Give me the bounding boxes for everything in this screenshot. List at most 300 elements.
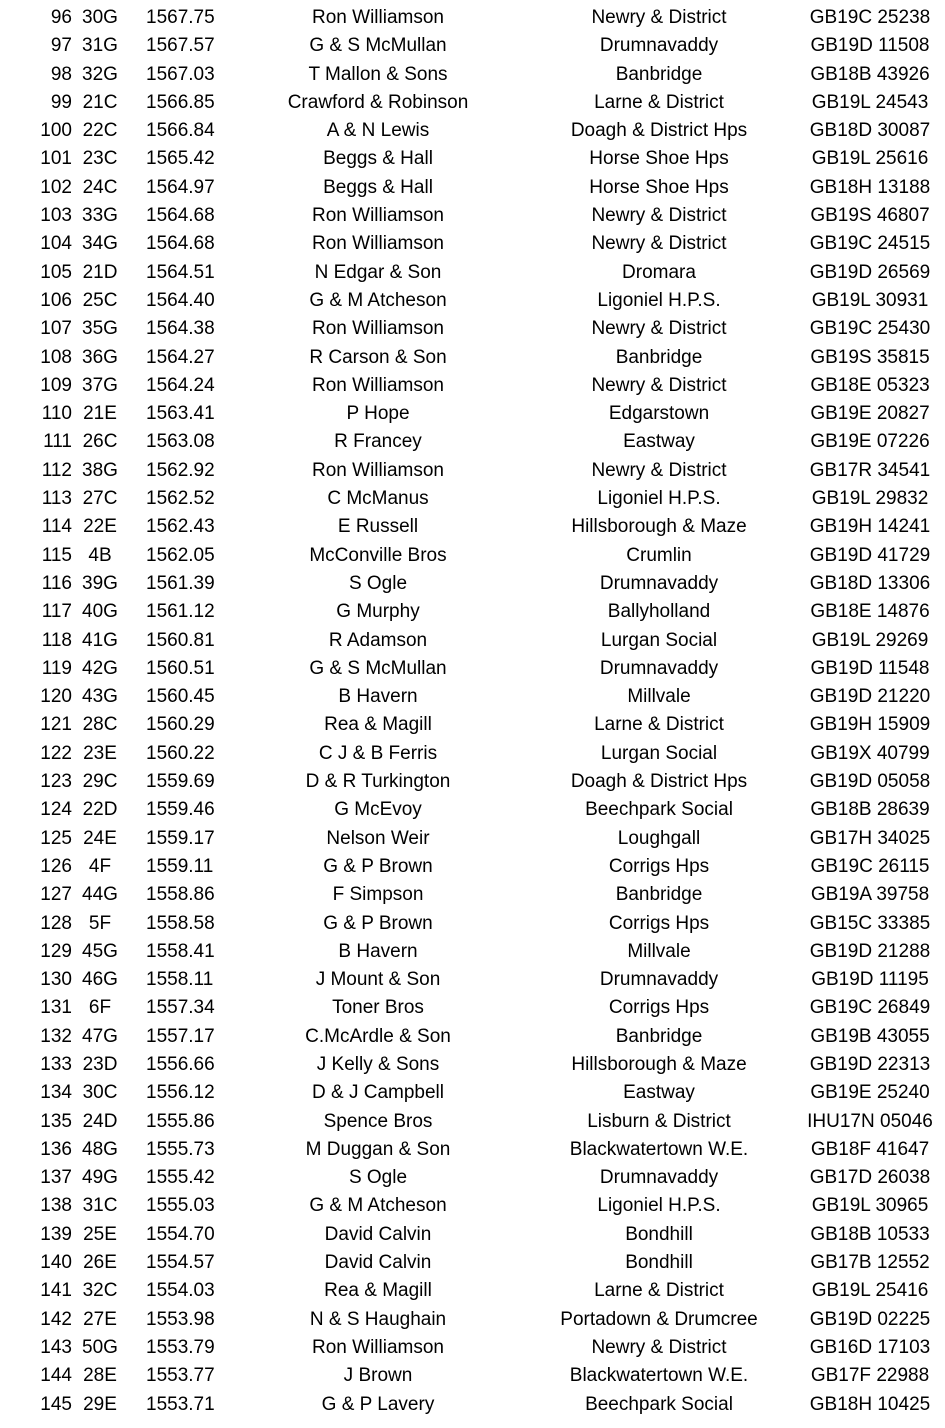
section-ref-cell: 29C [82,771,118,793]
velocity-cell: 1558.11 [146,969,214,991]
position-cell: 103 [40,205,72,227]
position-cell: 111 [43,431,72,453]
velocity-cell: 1559.46 [146,799,215,821]
section-ref-cell: 44G [82,884,118,906]
table-row [0,61,945,89]
club-cell: Horse Shoe Hps [589,148,729,170]
position-cell: 132 [40,1025,72,1047]
velocity-cell: 1567.03 [146,63,215,85]
club-cell: Eastway [623,431,695,453]
table-row [0,1108,945,1136]
section-ref-cell: 47G [82,1025,118,1047]
velocity-cell: 1555.42 [146,1167,215,1189]
ring-number-cell: GB18B 28639 [810,799,930,821]
position-cell: 131 [40,997,72,1019]
ring-number-cell: GB18D 30087 [809,120,931,142]
competitor-name-cell: R Carson & Son [309,346,447,368]
velocity-cell: 1563.08 [146,431,215,453]
velocity-cell: 1561.12 [146,601,215,623]
velocity-cell: 1558.41 [146,940,215,962]
ring-number-cell: GB19D 22313 [809,1053,931,1075]
table-row [0,768,945,796]
ring-number-cell: GB16D 17103 [809,1336,931,1358]
velocity-cell: 1559.17 [146,827,215,849]
club-cell: Larne & District [594,1280,724,1302]
club-cell: Beechpark Social [585,799,733,821]
competitor-name-cell: D & J Campbell [312,1082,444,1104]
ring-number-cell: GB19D 41729 [809,544,931,566]
position-cell: 143 [40,1336,72,1358]
table-row [0,513,945,541]
section-ref-cell: 24D [82,1110,118,1132]
club-cell: Newry & District [591,233,727,255]
club-cell: Ligoniel H.P.S. [597,289,721,311]
section-ref-cell: 45G [82,940,118,962]
velocity-cell: 1562.43 [146,516,215,538]
club-cell: Newry & District [591,1336,727,1358]
position-cell: 138 [40,1195,72,1217]
ring-number-cell: GB19L 25616 [811,148,929,170]
velocity-cell: 1565.42 [146,148,215,170]
section-ref-cell: 28E [83,1365,117,1387]
competitor-name-cell: Ron Williamson [312,1336,444,1358]
competitor-name-cell: Ron Williamson [312,233,444,255]
competitor-name-cell: J Brown [343,1365,413,1387]
competitor-name-cell: B Havern [338,686,418,708]
club-cell: Eastway [623,1082,695,1104]
competitor-name-cell: Beggs & Hall [323,176,433,198]
table-row [0,202,945,230]
position-cell: 106 [40,289,72,311]
club-cell: Banbridge [615,1025,703,1047]
club-cell: Bondhill [625,1223,693,1245]
position-cell: 115 [41,544,72,566]
section-ref-cell: 27C [82,488,118,510]
table-row [0,598,945,626]
table-row [0,1362,945,1390]
competitor-name-cell: C J & B Ferris [318,742,438,764]
ring-number-cell: GB19L 25416 [811,1280,929,1302]
section-ref-cell: 31C [82,1195,118,1217]
position-cell: 107 [40,318,72,340]
velocity-cell: 1558.58 [146,912,215,934]
ring-number-cell: GB19L 29269 [811,629,929,651]
table-row [0,1306,945,1334]
ring-number-cell: GB19C 25430 [809,318,931,340]
ring-number-cell: GB19L 30965 [811,1195,929,1217]
position-cell: 117 [41,601,72,623]
table-row [0,457,945,485]
velocity-cell: 1559.11 [146,855,214,877]
table-row [0,1192,945,1220]
section-ref-cell: 48G [82,1138,118,1160]
club-cell: Drumnavaddy [599,1167,719,1189]
ring-number-cell: GB18B 43926 [810,63,930,85]
ring-number-cell: GB19S 46807 [810,205,930,227]
competitor-name-cell: B Havern [338,940,418,962]
position-cell: 108 [40,346,72,368]
club-cell: Drumnavaddy [599,572,719,594]
table-row [0,994,945,1022]
table-row [0,881,945,909]
table-row [0,627,945,655]
competitor-name-cell: P Hope [346,403,410,425]
position-cell: 114 [41,516,72,538]
ring-number-cell: GB15C 33385 [809,912,931,934]
velocity-cell: 1564.38 [146,318,215,340]
velocity-cell: 1562.92 [146,459,215,481]
competitor-name-cell: G & M Atcheson [309,289,447,311]
velocity-cell: 1566.84 [146,120,215,142]
position-cell: 101 [40,148,72,170]
club-cell: Banbridge [615,346,703,368]
ring-number-cell: GB18B 10533 [810,1223,930,1245]
velocity-cell: 1567.75 [146,7,215,28]
ring-number-cell: GB19X 40799 [810,742,930,764]
section-ref-cell: 50G [82,1336,118,1358]
club-cell: Newry & District [591,7,727,28]
club-cell: Lurgan Social [600,742,718,764]
competitor-name-cell: David Calvin [324,1252,432,1274]
competitor-name-cell: Beggs & Hall [323,148,433,170]
section-ref-cell: 23C [82,148,118,170]
table-row [0,485,945,513]
section-ref-cell: 31G [82,35,118,57]
section-ref-cell: 21C [82,91,118,113]
section-ref-cell: 28C [82,714,118,736]
competitor-name-cell: R Adamson [328,629,428,651]
section-ref-cell: 4B [88,544,112,566]
competitor-name-cell: C.McArdle & Son [305,1025,451,1047]
table-row [0,1079,945,1107]
ring-number-cell: GB18D 13306 [809,572,931,594]
club-cell: Blackwatertown W.E. [569,1138,749,1160]
competitor-name-cell: S Ogle [348,1167,408,1189]
ring-number-cell: GB19A 39758 [810,884,930,906]
velocity-cell: 1555.86 [146,1110,215,1132]
ring-number-cell: GB17B 12552 [810,1252,930,1274]
ring-number-cell: GB17F 22988 [810,1365,930,1387]
club-cell: Newry & District [591,205,727,227]
club-cell: Crumlin [626,544,692,566]
table-row [0,174,945,202]
ring-number-cell: GB19S 35815 [810,346,930,368]
club-cell: Loughgall [617,827,701,849]
velocity-cell: 1564.27 [146,346,215,368]
club-cell: Edgarstown [608,403,710,425]
velocity-cell: 1566.85 [146,91,215,113]
velocity-cell: 1557.17 [146,1025,215,1047]
ring-number-cell: GB19D 11548 [810,657,930,679]
competitor-name-cell: Ron Williamson [312,318,444,340]
position-cell: 141 [40,1280,72,1302]
results-table [0,4,945,1419]
competitor-name-cell: Nelson Weir [326,827,430,849]
table-row [0,32,945,60]
club-cell: Blackwatertown W.E. [569,1365,749,1387]
section-ref-cell: 25E [83,1223,117,1245]
table-row [0,1136,945,1164]
section-ref-cell: 35G [82,318,118,340]
section-ref-cell: 30C [82,1082,118,1104]
section-ref-cell: 39G [82,572,118,594]
club-cell: Banbridge [615,884,703,906]
ring-number-cell: GB19C 26115 [810,855,930,877]
ring-number-cell: GB19B 43055 [810,1025,930,1047]
ring-number-cell: GB19D 02225 [809,1308,931,1330]
section-ref-cell: 21E [83,403,117,425]
velocity-cell: 1553.71 [146,1393,215,1415]
velocity-cell: 1554.03 [146,1280,215,1302]
competitor-name-cell: Ron Williamson [312,374,444,396]
club-cell: Corrigs Hps [608,855,710,877]
velocity-cell: 1560.22 [146,742,215,764]
competitor-name-cell: Crawford & Robinson [287,91,469,113]
competitor-name-cell: Rea & Magill [324,1280,432,1302]
section-ref-cell: 26C [82,431,118,453]
section-ref-cell: 36G [82,346,118,368]
section-ref-cell: 30G [82,7,118,28]
velocity-cell: 1564.68 [146,233,215,255]
competitor-name-cell: S Ogle [348,572,408,594]
ring-number-cell: GB18H 13188 [809,176,931,198]
section-ref-cell: 22E [83,516,117,538]
ring-number-cell: GB17H 34025 [809,827,931,849]
table-row [0,825,945,853]
table-row [0,4,945,32]
section-ref-cell: 24E [83,827,117,849]
position-cell: 129 [40,940,72,962]
competitor-name-cell: G & S McMullan [309,35,447,57]
club-cell: Newry & District [591,374,727,396]
velocity-cell: 1562.05 [146,544,215,566]
club-cell: Newry & District [591,459,727,481]
table-row [0,655,945,683]
table-row [0,1221,945,1249]
table-row [0,230,945,258]
competitor-name-cell: M Duggan & Son [305,1138,451,1160]
position-cell: 134 [40,1082,72,1104]
section-ref-cell: 6F [88,997,112,1019]
position-cell: 125 [40,827,72,849]
section-ref-cell: 4F [88,855,112,877]
position-cell: 135 [40,1110,72,1132]
velocity-cell: 1562.52 [146,488,215,510]
competitor-name-cell: Ron Williamson [312,205,444,227]
ring-number-cell: GB19D 05058 [809,771,931,793]
position-cell: 139 [40,1223,72,1245]
section-ref-cell: 26E [83,1252,117,1274]
table-row [0,966,945,994]
position-cell: 119 [41,657,72,679]
section-ref-cell: 46G [82,969,118,991]
table-row [0,853,945,881]
position-cell: 100 [40,120,72,142]
position-cell: 97 [50,35,72,57]
ring-number-cell: GB19L 29832 [811,488,929,510]
club-cell: Corrigs Hps [608,997,710,1019]
club-cell: Ballyholland [607,601,711,623]
competitor-name-cell: A & N Lewis [326,120,430,142]
section-ref-cell: 5F [88,912,112,934]
competitor-name-cell: T Mallon & Sons [308,63,448,85]
position-cell: 118 [41,629,72,651]
velocity-cell: 1567.57 [146,35,215,57]
competitor-name-cell: Ron Williamson [312,459,444,481]
club-cell: Ligoniel H.P.S. [597,1195,721,1217]
table-row [0,428,945,456]
ring-number-cell: GB19C 24515 [809,233,931,255]
position-cell: 144 [40,1365,72,1387]
club-cell: Newry & District [591,318,727,340]
position-cell: 124 [40,799,72,821]
table-row [0,315,945,343]
velocity-cell: 1554.57 [146,1252,215,1274]
competitor-name-cell: G & P Lavery [321,1393,435,1415]
club-cell: Horse Shoe Hps [589,176,729,198]
ring-number-cell: GB19H 14241 [809,516,931,538]
club-cell: Portadown & Drumcree [560,1308,758,1330]
competitor-name-cell: G & M Atcheson [309,1195,447,1217]
ring-number-cell: GB18E 14876 [810,601,930,623]
position-cell: 104 [40,233,72,255]
club-cell: Lisburn & District [587,1110,731,1132]
position-cell: 136 [40,1138,72,1160]
section-ref-cell: 38G [82,459,118,481]
position-cell: 128 [40,912,72,934]
section-ref-cell: 21D [82,261,118,283]
velocity-cell: 1559.69 [146,771,215,793]
section-ref-cell: 32C [82,1280,118,1302]
table-row [0,711,945,739]
ring-number-cell: GB19D 21288 [809,940,931,962]
position-cell: 98 [50,63,72,85]
club-cell: Millvale [627,940,691,962]
ring-number-cell: GB19L 30931 [811,289,929,311]
velocity-cell: 1564.97 [146,176,215,198]
club-cell: Bondhill [625,1252,693,1274]
club-cell: Drumnavaddy [599,969,719,991]
competitor-name-cell: F Simpson [332,884,424,906]
table-row [0,570,945,598]
competitor-name-cell: R Francey [334,431,422,453]
table-row [0,542,945,570]
position-cell: 116 [41,572,72,594]
club-cell: Larne & District [594,91,724,113]
velocity-cell: 1555.73 [146,1138,215,1160]
table-row [0,938,945,966]
position-cell: 109 [40,374,72,396]
table-row [0,344,945,372]
ring-number-cell: GB17D 26038 [809,1167,931,1189]
velocity-cell: 1560.81 [146,629,215,651]
position-cell: 127 [40,884,72,906]
section-ref-cell: 41G [82,629,118,651]
club-cell: Doagh & District Hps [570,120,748,142]
section-ref-cell: 29E [83,1393,117,1415]
section-ref-cell: 43G [82,686,118,708]
velocity-cell: 1555.03 [146,1195,215,1217]
table-row [0,1051,945,1079]
club-cell: Ligoniel H.P.S. [597,488,721,510]
position-cell: 142 [40,1308,72,1330]
competitor-name-cell: Toner Bros [332,997,424,1019]
competitor-name-cell: G McEvoy [334,799,422,821]
competitor-name-cell: J Mount & Son [315,969,441,991]
position-cell: 130 [40,969,72,991]
velocity-cell: 1561.39 [146,572,215,594]
velocity-cell: 1558.86 [146,884,215,906]
club-cell: Doagh & District Hps [570,771,748,793]
velocity-cell: 1553.79 [146,1336,215,1358]
ring-number-cell: GB19E 07226 [810,431,930,453]
position-cell: 121 [40,714,72,736]
competitor-name-cell: D & R Turkington [305,771,451,793]
club-cell: Hillsborough & Maze [571,1053,747,1075]
ring-number-cell: GB19D 21220 [809,686,931,708]
table-row [0,1277,945,1305]
club-cell: Drumnavaddy [599,657,719,679]
club-cell: Corrigs Hps [608,912,710,934]
velocity-cell: 1556.12 [146,1082,215,1104]
velocity-cell: 1563.41 [146,403,215,425]
club-cell: Banbridge [615,63,703,85]
velocity-cell: 1564.40 [146,289,215,311]
position-cell: 102 [40,176,72,198]
table-row [0,117,945,145]
position-cell: 120 [40,686,72,708]
section-ref-cell: 23D [82,1053,118,1075]
competitor-name-cell: G Murphy [336,601,420,623]
club-cell: Millvale [627,686,691,708]
velocity-cell: 1564.51 [146,261,215,283]
section-ref-cell: 23E [83,742,117,764]
ring-number-cell: GB19D 26569 [809,261,931,283]
section-ref-cell: 25C [82,289,118,311]
position-cell: 123 [40,771,72,793]
competitor-name-cell: G & P Brown [323,855,433,877]
ring-number-cell: GB18E 05323 [810,374,930,396]
ring-number-cell: GB18F 41647 [810,1138,930,1160]
velocity-cell: 1560.29 [146,714,215,736]
position-cell: 96 [50,7,72,28]
position-cell: 145 [40,1393,72,1415]
velocity-cell: 1553.98 [146,1308,215,1330]
competitor-name-cell: McConville Bros [309,544,447,566]
velocity-cell: 1554.70 [146,1223,215,1245]
table-row [0,1334,945,1362]
section-ref-cell: 22D [82,799,118,821]
section-ref-cell: 37G [82,374,118,396]
section-ref-cell: 42G [82,657,118,679]
section-ref-cell: 34G [82,233,118,255]
club-cell: Hillsborough & Maze [571,516,747,538]
position-cell: 112 [41,459,72,481]
position-cell: 110 [41,403,72,425]
ring-number-cell: IHU17N 05046 [807,1110,933,1132]
club-cell: Drumnavaddy [599,35,719,57]
competitor-name-cell: G & S McMullan [309,657,447,679]
club-cell: Dromara [622,261,696,283]
position-cell: 113 [41,488,72,510]
table-row [0,287,945,315]
competitor-name-cell: Spence Bros [323,1110,433,1132]
velocity-cell: 1560.51 [146,657,215,679]
velocity-cell: 1564.68 [146,205,215,227]
table-row [0,740,945,768]
ring-number-cell: GB19E 25240 [810,1082,930,1104]
ring-number-cell: GB19C 26849 [809,997,931,1019]
